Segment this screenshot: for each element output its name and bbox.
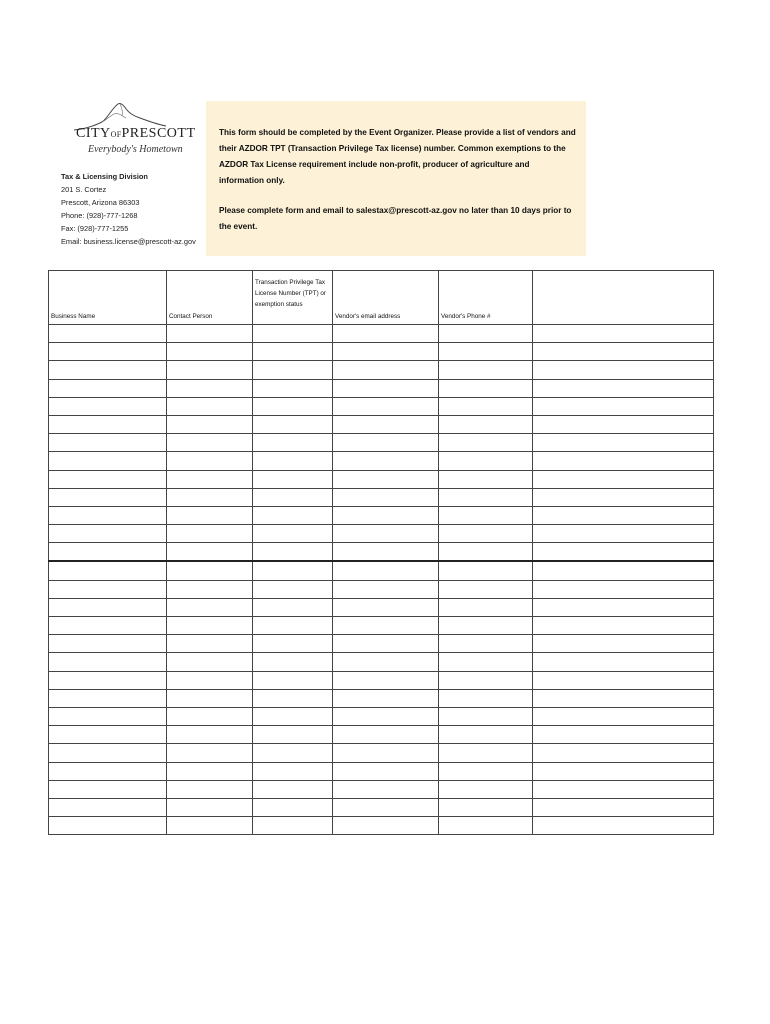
- instructions-notice: [206, 101, 586, 256]
- table-cell[interactable]: [533, 580, 714, 598]
- table-cell[interactable]: [533, 452, 714, 470]
- table-row: [49, 470, 714, 488]
- table-cell[interactable]: [253, 671, 333, 689]
- table-cell[interactable]: [533, 397, 714, 415]
- table-row: [49, 689, 714, 707]
- table-cell[interactable]: [333, 434, 439, 452]
- table-cell[interactable]: [167, 817, 253, 835]
- table-cell[interactable]: [533, 488, 714, 506]
- table-cell[interactable]: [167, 561, 253, 580]
- table-cell[interactable]: [253, 452, 333, 470]
- table-cell[interactable]: [333, 671, 439, 689]
- table-cell[interactable]: [49, 598, 167, 616]
- table-cell[interactable]: [49, 361, 167, 379]
- notice-paragraph-2: Please complete form and email to salestax@prescott-az.gov no later than 10 days prior to the event.: [219, 206, 572, 231]
- column-header-contact-person: Contact Person: [167, 271, 253, 325]
- email-address: Email: business.license@prescott-az.gov: [61, 237, 196, 246]
- table-cell[interactable]: [253, 635, 333, 653]
- table-cell[interactable]: [439, 488, 533, 506]
- table-cell[interactable]: [49, 506, 167, 524]
- logo-tagline: Everybody's Hometown: [88, 144, 183, 155]
- table-row: [49, 434, 714, 452]
- table-cell[interactable]: [439, 780, 533, 798]
- table-cell[interactable]: [533, 506, 714, 524]
- table-cell[interactable]: [533, 707, 714, 725]
- table-cell[interactable]: [49, 488, 167, 506]
- division-address: [61, 170, 196, 248]
- table-row: [49, 780, 714, 798]
- table-cell[interactable]: [167, 671, 253, 689]
- table-cell[interactable]: [167, 617, 253, 635]
- table-cell[interactable]: [533, 726, 714, 744]
- table-cell[interactable]: [439, 470, 533, 488]
- table-cell[interactable]: [533, 780, 714, 798]
- table-row: [49, 488, 714, 506]
- table-row: [49, 452, 714, 470]
- column-header-business-name: Business Name: [49, 271, 167, 325]
- table-cell[interactable]: [253, 488, 333, 506]
- table-cell[interactable]: [253, 525, 333, 543]
- table-cell[interactable]: [49, 434, 167, 452]
- table-cell[interactable]: [439, 379, 533, 397]
- table-cell[interactable]: [439, 707, 533, 725]
- table-cell[interactable]: [333, 488, 439, 506]
- table-row: [49, 397, 714, 415]
- table-cell[interactable]: [439, 653, 533, 671]
- table-cell[interactable]: [253, 379, 333, 397]
- table-cell[interactable]: [333, 343, 439, 361]
- table-cell[interactable]: [253, 470, 333, 488]
- table-cell[interactable]: [253, 415, 333, 433]
- table-cell[interactable]: [533, 561, 714, 580]
- table-cell[interactable]: [167, 780, 253, 798]
- table-cell[interactable]: [49, 379, 167, 397]
- division-name: Tax & Licensing Division: [61, 172, 148, 181]
- table-cell[interactable]: [253, 543, 333, 562]
- table-cell[interactable]: [439, 689, 533, 707]
- table-cell[interactable]: [49, 780, 167, 798]
- table-row: [49, 361, 714, 379]
- table-cell[interactable]: [439, 798, 533, 816]
- table-cell[interactable]: [333, 598, 439, 616]
- table-cell[interactable]: [167, 689, 253, 707]
- table-cell[interactable]: [333, 561, 439, 580]
- table-cell[interactable]: [49, 726, 167, 744]
- table-row: [49, 543, 714, 562]
- table-cell[interactable]: [533, 798, 714, 816]
- vendor-rows: [49, 325, 714, 835]
- table-row: [49, 726, 714, 744]
- table-cell[interactable]: [167, 325, 253, 343]
- table-cell[interactable]: [167, 397, 253, 415]
- table-cell[interactable]: [533, 635, 714, 653]
- table-cell[interactable]: [333, 580, 439, 598]
- table-cell[interactable]: [533, 689, 714, 707]
- table-cell[interactable]: [439, 325, 533, 343]
- column-header-blank: [533, 271, 714, 325]
- table-cell[interactable]: [49, 762, 167, 780]
- table-cell[interactable]: [167, 798, 253, 816]
- table-cell[interactable]: [167, 762, 253, 780]
- table-cell[interactable]: [167, 653, 253, 671]
- table-cell[interactable]: [49, 415, 167, 433]
- table-row: [49, 379, 714, 397]
- table-cell[interactable]: [533, 415, 714, 433]
- notice-paragraph-1: This form should be completed by the Event Organizer. Please provide a list of vendors and their AZDOR TPT (Transaction Privilege Tax license) number. Common exemptions to the AZDOR Tax License requirement include non-profit, producer of agriculture and information only.: [219, 128, 576, 185]
- table-cell[interactable]: [333, 506, 439, 524]
- table-cell[interactable]: [439, 561, 533, 580]
- table-cell[interactable]: [333, 617, 439, 635]
- table-cell[interactable]: [533, 379, 714, 397]
- table-cell[interactable]: [253, 617, 333, 635]
- table-cell[interactable]: [49, 798, 167, 816]
- table-cell[interactable]: [533, 525, 714, 543]
- table-cell[interactable]: [167, 379, 253, 397]
- table-cell[interactable]: [439, 434, 533, 452]
- table-cell[interactable]: [167, 506, 253, 524]
- table-cell[interactable]: [49, 343, 167, 361]
- table-row: [49, 598, 714, 616]
- table-cell[interactable]: [167, 744, 253, 762]
- table-cell[interactable]: [533, 543, 714, 562]
- table-cell[interactable]: [167, 488, 253, 506]
- table-cell[interactable]: [49, 707, 167, 725]
- table-cell[interactable]: [533, 671, 714, 689]
- table-cell[interactable]: [167, 470, 253, 488]
- table-cell[interactable]: [167, 707, 253, 725]
- table-cell[interactable]: [167, 452, 253, 470]
- table-row: [49, 707, 714, 725]
- table-cell[interactable]: [439, 817, 533, 835]
- table-cell[interactable]: [439, 726, 533, 744]
- table-row: [49, 762, 714, 780]
- table-cell[interactable]: [49, 617, 167, 635]
- table-cell[interactable]: [533, 744, 714, 762]
- table-cell[interactable]: [49, 653, 167, 671]
- column-header-tpt-number: Transaction Privilege Tax License Number (TPT) or exemption status: [253, 271, 333, 325]
- table-cell[interactable]: [439, 397, 533, 415]
- table-cell[interactable]: [333, 543, 439, 562]
- table-cell[interactable]: [533, 598, 714, 616]
- column-header-email: Vendor's email address: [333, 271, 439, 325]
- table-cell[interactable]: [439, 343, 533, 361]
- table-cell[interactable]: [333, 452, 439, 470]
- table-cell[interactable]: [533, 434, 714, 452]
- table-cell[interactable]: [333, 798, 439, 816]
- table-cell[interactable]: [49, 744, 167, 762]
- table-cell[interactable]: [167, 343, 253, 361]
- table-cell[interactable]: [253, 580, 333, 598]
- table-row: [49, 415, 714, 433]
- table-cell[interactable]: [49, 689, 167, 707]
- table-cell[interactable]: [253, 361, 333, 379]
- table-cell[interactable]: [49, 817, 167, 835]
- table-cell[interactable]: [253, 598, 333, 616]
- column-header-phone: Vendor's Phone #: [439, 271, 533, 325]
- table-cell[interactable]: [253, 561, 333, 580]
- table-row: [49, 798, 714, 816]
- table-cell[interactable]: [49, 452, 167, 470]
- fax-number: Fax: (928)-777-1255: [61, 224, 129, 233]
- table-cell[interactable]: [49, 470, 167, 488]
- table-cell[interactable]: [333, 653, 439, 671]
- table-cell[interactable]: [253, 653, 333, 671]
- table-cell[interactable]: [253, 689, 333, 707]
- table-cell[interactable]: [333, 379, 439, 397]
- table-cell[interactable]: [253, 325, 333, 343]
- table-cell[interactable]: [253, 506, 333, 524]
- table-cell[interactable]: [533, 325, 714, 343]
- table-row: [49, 561, 714, 580]
- table-cell[interactable]: [333, 415, 439, 433]
- table-row: [49, 671, 714, 689]
- table-cell[interactable]: [333, 689, 439, 707]
- table-cell[interactable]: [439, 744, 533, 762]
- table-cell[interactable]: [167, 598, 253, 616]
- table-cell[interactable]: [253, 762, 333, 780]
- table-cell[interactable]: [333, 744, 439, 762]
- phone-number: Phone: (928)-777-1268: [61, 211, 138, 220]
- table-cell[interactable]: [333, 470, 439, 488]
- table-cell[interactable]: [253, 780, 333, 798]
- table-row: [49, 343, 714, 361]
- table-cell[interactable]: [333, 325, 439, 343]
- table-cell[interactable]: [333, 726, 439, 744]
- table-row: [49, 744, 714, 762]
- table-cell[interactable]: [439, 671, 533, 689]
- street-address: 201 S. Cortez: [61, 185, 107, 194]
- table-row: [49, 325, 714, 343]
- table-cell[interactable]: [533, 653, 714, 671]
- table-cell[interactable]: [333, 707, 439, 725]
- table-cell[interactable]: [253, 798, 333, 816]
- table-cell[interactable]: [533, 343, 714, 361]
- table-cell[interactable]: [49, 543, 167, 562]
- table-row: [49, 817, 714, 835]
- table-cell[interactable]: [439, 525, 533, 543]
- vendor-table: [48, 270, 714, 835]
- table-row: [49, 635, 714, 653]
- city-state-zip: Prescott, Arizona 86303: [61, 198, 140, 207]
- table-row: [49, 506, 714, 524]
- table-cell[interactable]: [49, 325, 167, 343]
- city-logo: [72, 96, 196, 162]
- table-row: [49, 617, 714, 635]
- table-cell[interactable]: [167, 434, 253, 452]
- table-row: [49, 653, 714, 671]
- table-cell[interactable]: [439, 452, 533, 470]
- table-cell[interactable]: [439, 635, 533, 653]
- table-cell[interactable]: [533, 361, 714, 379]
- table-cell[interactable]: [439, 506, 533, 524]
- table-cell[interactable]: [439, 598, 533, 616]
- table-cell[interactable]: [333, 361, 439, 379]
- table-row: [49, 580, 714, 598]
- table-cell[interactable]: [253, 343, 333, 361]
- table-header-row: [49, 271, 714, 325]
- table-cell[interactable]: [439, 580, 533, 598]
- table-cell[interactable]: [333, 762, 439, 780]
- table-cell[interactable]: [333, 397, 439, 415]
- table-cell[interactable]: [439, 415, 533, 433]
- table-cell[interactable]: [167, 726, 253, 744]
- table-cell[interactable]: [167, 361, 253, 379]
- table-cell[interactable]: [167, 543, 253, 562]
- table-cell[interactable]: [333, 635, 439, 653]
- table-cell[interactable]: [167, 635, 253, 653]
- table-cell[interactable]: [167, 580, 253, 598]
- table-cell[interactable]: [253, 726, 333, 744]
- table-cell[interactable]: [253, 434, 333, 452]
- table-cell[interactable]: [439, 617, 533, 635]
- table-cell[interactable]: [49, 397, 167, 415]
- table-cell[interactable]: [253, 707, 333, 725]
- table-cell[interactable]: [533, 817, 714, 835]
- logo-city-name: CITYOFPRESCOTT: [76, 126, 196, 141]
- table-cell[interactable]: [333, 817, 439, 835]
- table-cell[interactable]: [49, 635, 167, 653]
- table-cell[interactable]: [439, 543, 533, 562]
- table-cell[interactable]: [167, 525, 253, 543]
- table-cell[interactable]: [167, 415, 253, 433]
- table-row: [49, 525, 714, 543]
- table-cell[interactable]: [333, 525, 439, 543]
- table-cell[interactable]: [49, 561, 167, 580]
- table-cell[interactable]: [439, 762, 533, 780]
- table-cell[interactable]: [439, 361, 533, 379]
- table-cell[interactable]: [533, 762, 714, 780]
- table-cell[interactable]: [253, 744, 333, 762]
- table-cell[interactable]: [333, 780, 439, 798]
- table-cell[interactable]: [49, 580, 167, 598]
- table-cell[interactable]: [49, 525, 167, 543]
- table-cell[interactable]: [253, 817, 333, 835]
- table-cell[interactable]: [49, 671, 167, 689]
- table-cell[interactable]: [253, 397, 333, 415]
- table-cell[interactable]: [533, 470, 714, 488]
- table-cell[interactable]: [533, 617, 714, 635]
